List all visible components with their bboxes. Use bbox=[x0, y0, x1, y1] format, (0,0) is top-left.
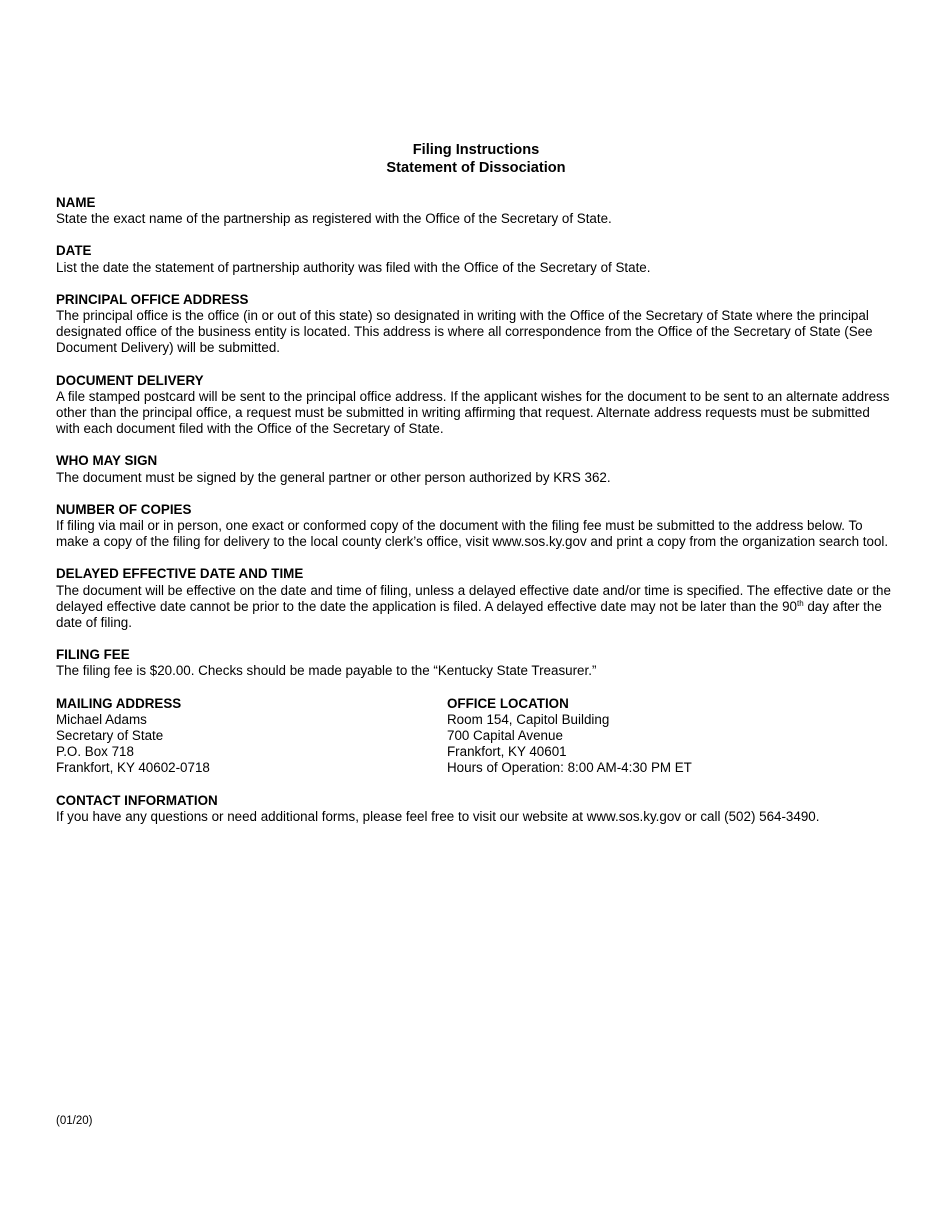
section-filing-fee bbox=[56, 647, 896, 679]
section-text: If you have any questions or need additional forms, please feel free to visit our website at www.sos.ky.gov or call (502) 564-3490. bbox=[56, 808, 820, 824]
section-who-may-sign bbox=[56, 453, 896, 485]
section-heading: MAILING ADDRESS bbox=[56, 695, 182, 711]
section-delayed-effective bbox=[56, 566, 896, 631]
location-line: Hours of Operation: 8:00 AM-4:30 PM ET bbox=[447, 760, 692, 776]
section-contact bbox=[56, 793, 896, 825]
section-text-before: The document will be effective on the date and time of filing, unless a delayed effective date and/or time is specified. The effective date or the delayed effective date cannot be prior to the date the application is filed. A delayed effective date may not be later than the 90 bbox=[56, 582, 891, 614]
section-number-of-copies bbox=[56, 502, 896, 551]
section-heading: DOCUMENT DELIVERY bbox=[56, 372, 204, 388]
mailing-address bbox=[56, 696, 447, 777]
section-text: The filing fee is $20.00. Checks should be made payable to the “Kentucky State Treasurer.” bbox=[56, 663, 597, 679]
revision-code: (01/20) bbox=[56, 1115, 93, 1127]
location-line: Frankfort, KY 40601 bbox=[447, 744, 567, 760]
section-text: If filing via mail or in person, one exact or conformed copy of the document with the filing fee must be submitted to the address below. To make a copy of the filing for delivery to the local county clerk’s office, visit www.sos.ky.gov and print a copy from the organization search tool. bbox=[56, 518, 889, 550]
section-heading: WHO MAY SIGN bbox=[56, 453, 158, 469]
location-line: 700 Capital Avenue bbox=[447, 728, 563, 744]
section-date bbox=[56, 243, 896, 275]
document-page bbox=[56, 141, 896, 841]
address-line: Frankfort, KY 40602-0718 bbox=[56, 760, 210, 776]
section-heading: NAME bbox=[56, 195, 96, 210]
section-text-after: day after the date of filing. bbox=[56, 598, 882, 631]
title-line-2: Statement of Dissociation bbox=[386, 160, 566, 176]
section-text: List the date the statement of partnership authority was filed with the Office of the Secretary of State. bbox=[56, 259, 651, 275]
document-title bbox=[56, 141, 896, 177]
location-line: Room 154, Capitol Building bbox=[447, 711, 610, 727]
section-heading: DATE bbox=[56, 243, 92, 259]
section-heading: NUMBER OF COPIES bbox=[56, 501, 192, 517]
section-text: A file stamped postcard will be sent to the principal office address. If the applicant wishes for the document to be sent to an alternate address other than the principal office, a request must be submitted in writing affirming that request. Alternate address requests must be submitted with each document filed with the Office of the Secretary of State. bbox=[56, 388, 890, 437]
ordinal-superscript: th bbox=[796, 598, 804, 608]
address-line: Michael Adams bbox=[56, 711, 147, 727]
section-principal-office bbox=[56, 292, 896, 357]
address-columns bbox=[56, 696, 896, 777]
section-document-delivery bbox=[56, 373, 896, 438]
section-heading: DELAYED EFFECTIVE DATE AND TIME bbox=[56, 566, 304, 582]
section-heading: FILING FEE bbox=[56, 647, 130, 663]
title-line-1: Filing Instructions bbox=[412, 142, 540, 158]
section-heading: OFFICE LOCATION bbox=[447, 695, 569, 711]
section-text: The principal office is the office (in or out of this state) so designated in writing with the Office of the Secretary of State where the principal designated office of the business entity is located. This address is where all correspondence from the Office of the Secretary of State (See Document Delivery) will be submitted. bbox=[56, 308, 873, 356]
address-line: Secretary of State bbox=[56, 728, 164, 744]
section-name bbox=[56, 195, 896, 227]
section-text bbox=[56, 583, 896, 632]
section-text: State the exact name of the partnership as registered with the Office of the Secretary of State. bbox=[56, 211, 612, 227]
section-text: The document must be signed by the general partner or other person authorized by KRS 362. bbox=[56, 469, 611, 485]
office-location bbox=[447, 696, 867, 777]
section-heading: PRINCIPAL OFFICE ADDRESS bbox=[56, 291, 249, 307]
address-line: P.O. Box 718 bbox=[56, 744, 134, 760]
section-heading: CONTACT INFORMATION bbox=[56, 792, 218, 808]
